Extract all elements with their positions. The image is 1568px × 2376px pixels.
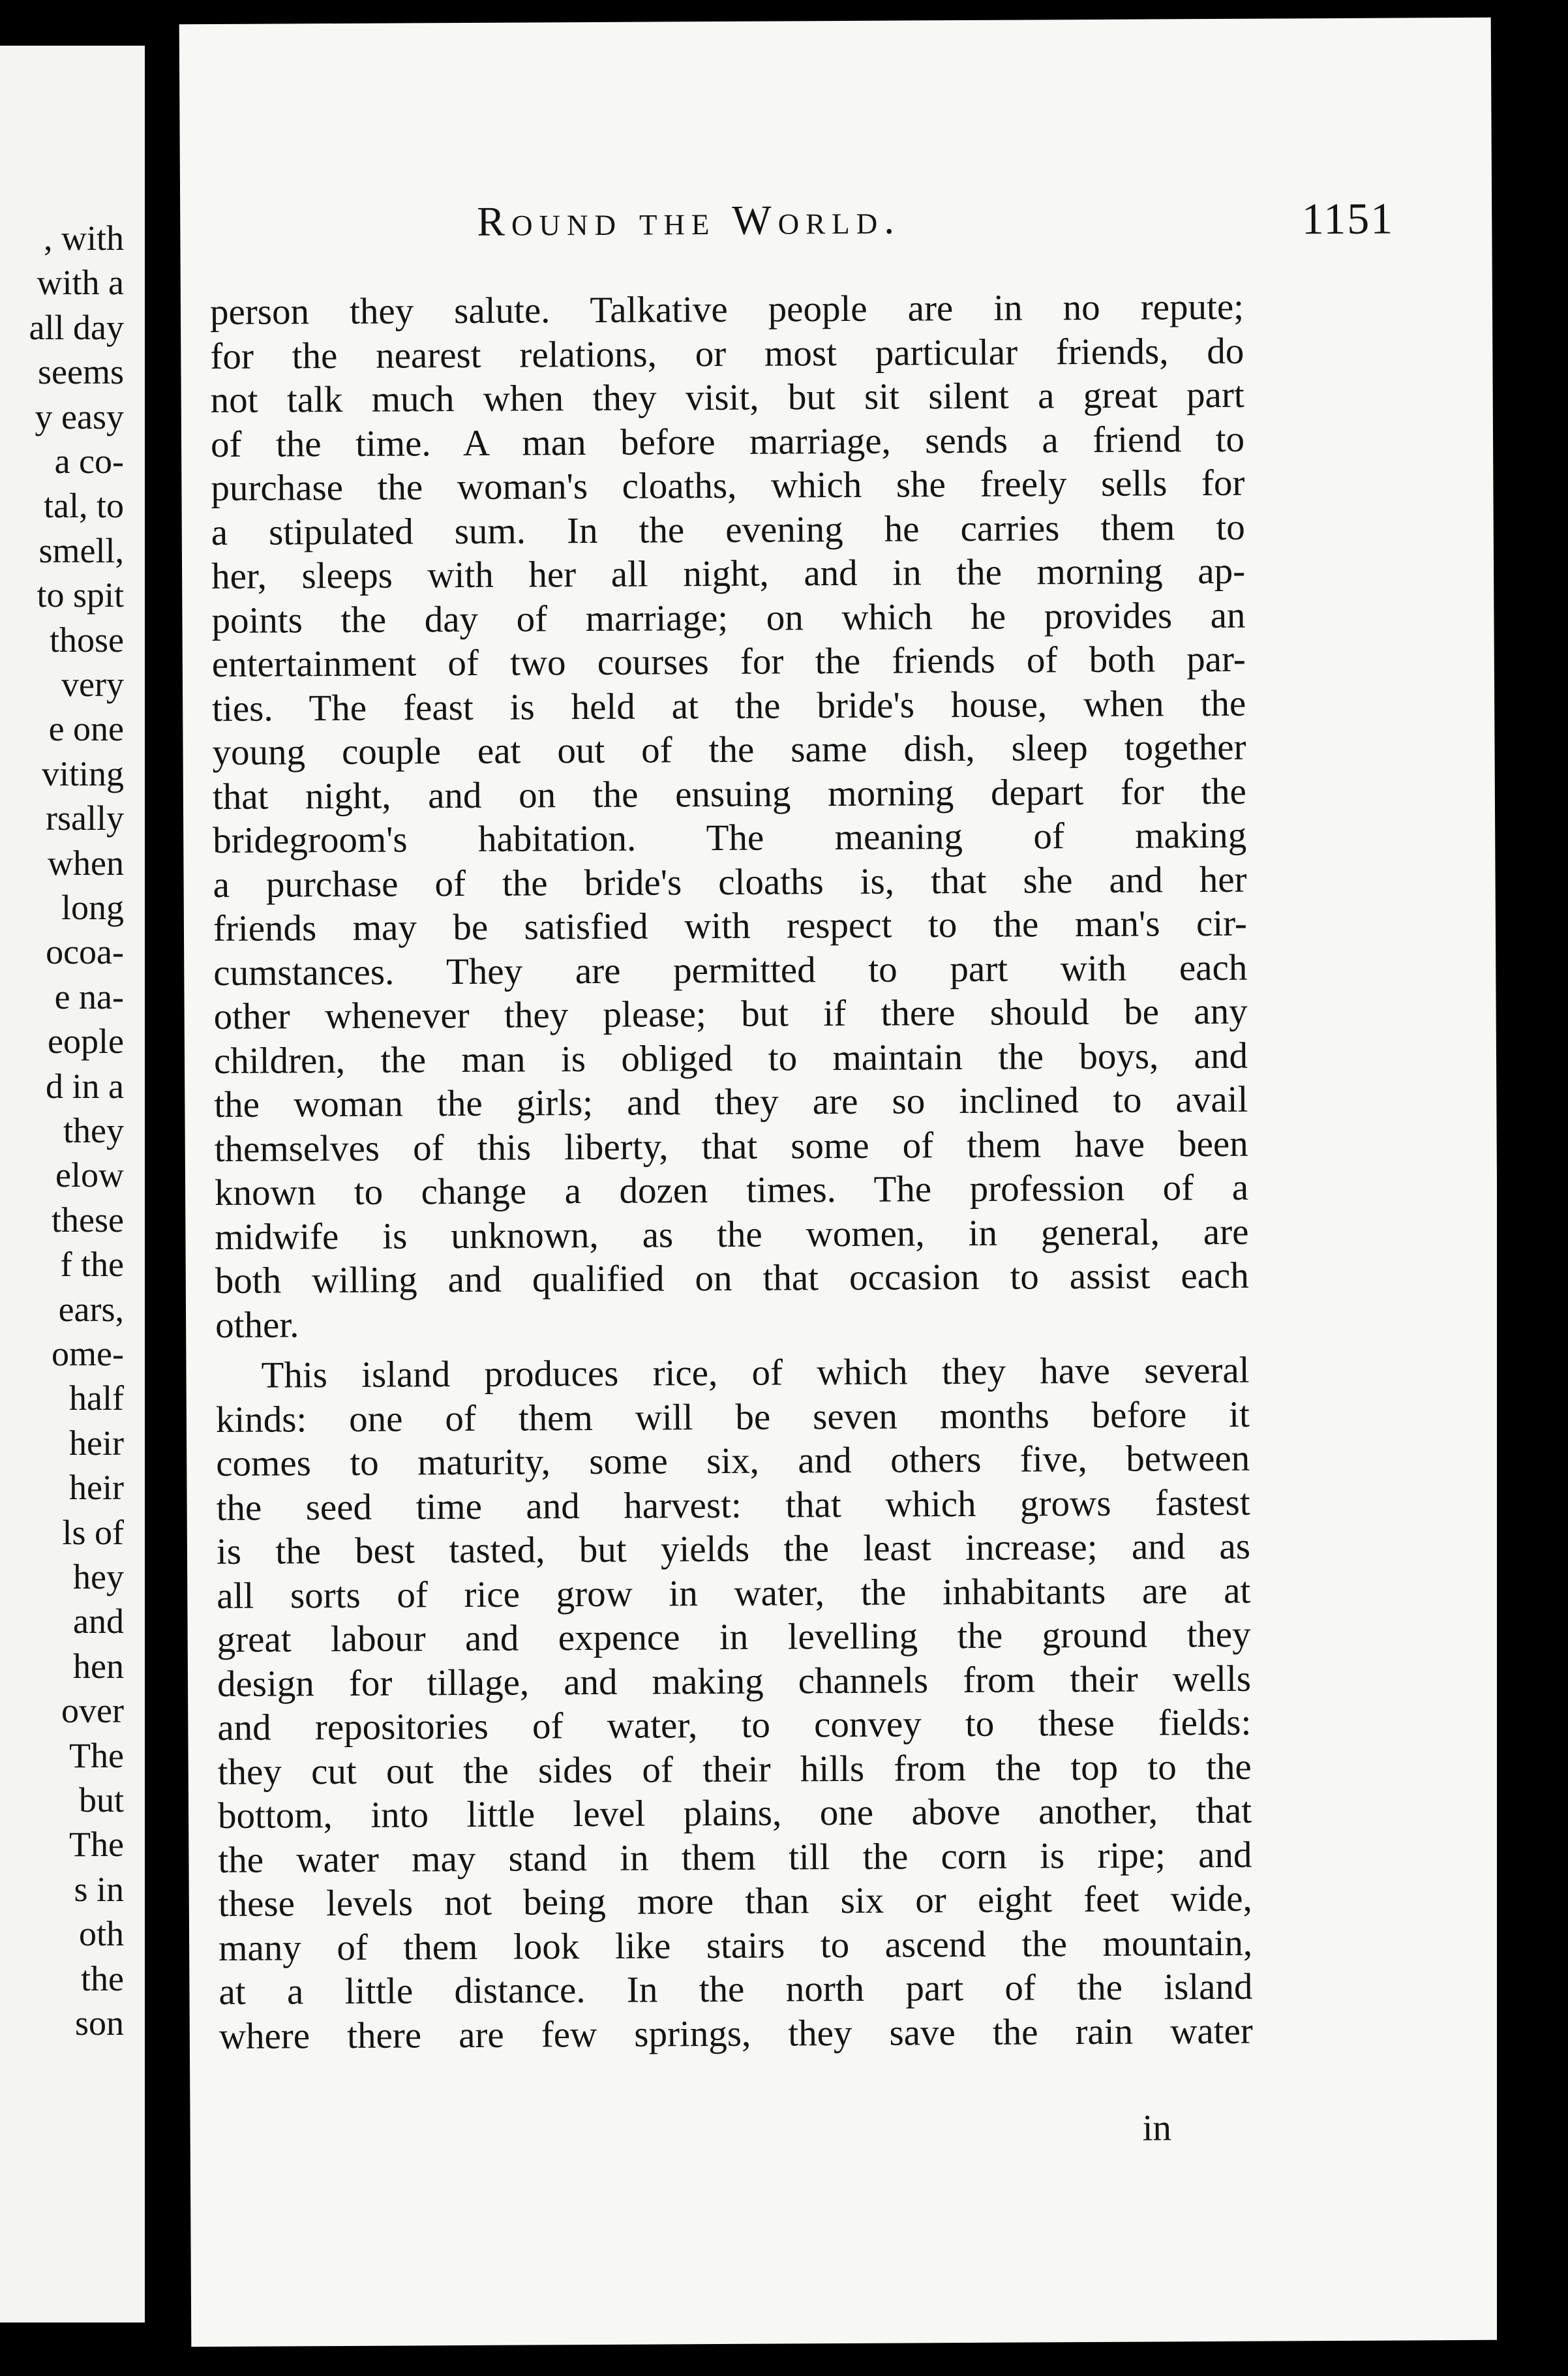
text-line: other.	[215, 1303, 299, 1346]
book-page	[179, 18, 1503, 2347]
left-page-line: oth	[78, 1914, 124, 1954]
text-line: the woman the girls; and they are so inclined to avail	[214, 1078, 1248, 1126]
left-page-line: they	[63, 1111, 124, 1150]
text-line: known to change a dozen times. The profession of a	[214, 1166, 1249, 1214]
text-line: many of them look like stairs to ascend the mountain,	[218, 1922, 1253, 1969]
left-page-line: all day	[29, 307, 124, 347]
text-line: is the best tasted, but yields the least increase; and as	[216, 1525, 1251, 1573]
left-page-line: f the	[60, 1245, 124, 1285]
text-line: ties. The feast is held at the bride's house, when the	[212, 682, 1246, 729]
left-page-line: son	[74, 2003, 124, 2043]
left-page-line: long	[61, 888, 124, 927]
text-line: bottom, into little level plains, one above another, that	[217, 1790, 1252, 1837]
left-page-line: tal, to	[44, 486, 124, 526]
left-page-line: very	[61, 665, 124, 704]
left-page-line: over	[61, 1691, 124, 1731]
catchword: in	[1142, 2107, 1172, 2149]
left-page-line: when	[48, 843, 124, 883]
text-line: of the time. A man before marriage, sends a friend to	[210, 418, 1245, 465]
text-line: kinds: one of them will be seven months before it	[215, 1394, 1250, 1440]
left-page-line: rsally	[46, 799, 124, 838]
left-page-line: viting	[41, 754, 124, 793]
text-line: bridegroom's habitation. The meaning of making	[213, 814, 1247, 862]
text-line: entertainment of two courses for the friends of both par-	[211, 638, 1246, 686]
text-line: the seed time and harvest: that which grows fastest	[216, 1482, 1250, 1529]
text-line: and repositories of water, to convey to these fields:	[217, 1701, 1252, 1749]
left-page-line: y easy	[35, 397, 124, 436]
book-gutter	[145, 0, 185, 2376]
text-line: comes to maturity, some six, and others five, between	[216, 1437, 1250, 1485]
text-line: for the nearest relations, or most particular friends, do	[210, 330, 1244, 377]
text-line: other whenever they please; but if there should be any	[213, 990, 1248, 1038]
text-line: where there are few springs, they save the rain water	[219, 2010, 1253, 2057]
text-line: her, sleeps with her all night, and in the morning ap-	[211, 550, 1246, 598]
text-line: person they salute. Talkative people are in no repute;	[209, 286, 1244, 333]
text-line: purchase the woman's cloaths, which she freely sells for	[211, 462, 1245, 510]
left-page-line: eople	[48, 1022, 124, 1061]
text-line: all sorts of rice grow in water, the inhabitants are at	[217, 1570, 1251, 1617]
text-line: the water may stand in them till the corn is ripe; and	[218, 1834, 1252, 1881]
left-page-line: seems	[38, 352, 124, 392]
text-line: they cut out the sides of their hills from the top to the	[217, 1746, 1252, 1793]
page-number: 1151	[1301, 193, 1395, 244]
left-page-line: to spit	[37, 575, 124, 615]
left-page-line: ocoa-	[46, 932, 124, 972]
left-page-line: and	[73, 1602, 124, 1641]
left-page-line: elow	[55, 1155, 124, 1195]
left-page-line: hey	[73, 1557, 124, 1596]
left-page-line: a co-	[54, 442, 124, 481]
left-page-line: ome-	[52, 1334, 124, 1373]
left-page-line: with a	[37, 263, 124, 303]
running-head	[180, 192, 1492, 252]
running-title: Round the World.	[477, 196, 901, 245]
left-page-line: The	[69, 1825, 124, 1865]
left-page-line: hen	[73, 1646, 124, 1686]
left-page-line: e na-	[54, 977, 124, 1016]
text-line: cumstances. They are permitted to part with each	[213, 947, 1248, 994]
left-page-line: d in a	[46, 1066, 124, 1106]
left-page-line: smell,	[38, 530, 124, 570]
text-line: both willing and qualified on that occasion to assist each	[215, 1255, 1249, 1302]
left-page-line: those	[50, 620, 124, 660]
left-page-line: these	[52, 1200, 124, 1240]
left-page-line: e one	[48, 709, 124, 749]
text-line: midwife is unknown, as the women, in general, are	[215, 1211, 1249, 1258]
left-page-line: s in	[74, 1869, 124, 1909]
text-line: not talk much when they visit, but sit silent a great part	[210, 374, 1244, 421]
page-edge-shadow	[1497, 0, 1568, 2376]
text-line: these levels not being more than six or eight feet wide,	[218, 1878, 1252, 1925]
text-line: This island produces rice, of which they have several	[261, 1349, 1250, 1396]
left-page-line: half	[69, 1378, 124, 1418]
text-line: children, the man is obliged to maintain the boys, and	[213, 1035, 1248, 1082]
left-page-line: ls of	[62, 1512, 124, 1552]
left-page-line: but	[78, 1780, 124, 1820]
previous-page-fragment	[0, 46, 145, 2323]
text-line: a purchase of the bride's cloaths is, that she and her	[213, 859, 1247, 906]
text-line: at a little distance. In the north part of the island	[219, 1966, 1253, 2013]
text-line: a stipulated sum. In the evening he carries them to	[211, 506, 1245, 553]
left-page-line: , with	[43, 219, 124, 258]
left-page-line: heir	[69, 1423, 124, 1463]
text-line: points the day of marriage; on which he provides an	[211, 594, 1246, 641]
left-page-line: heir	[69, 1468, 124, 1508]
left-page-line: the	[81, 1958, 124, 1998]
text-line: friends may be satisfied with respect to the man's cir-	[213, 902, 1248, 950]
left-page-line: ears,	[58, 1289, 124, 1329]
body-text	[210, 285, 1253, 2058]
text-line: that night, and on the ensuing morning depart for the	[212, 770, 1247, 817]
text-line: great labour and expence in levelling the ground they	[217, 1613, 1251, 1661]
left-page-line: The	[69, 1735, 124, 1775]
text-line: young couple eat out of the same dish, sleep together	[212, 726, 1246, 774]
text-line: themselves of this liberty, that some of them have been	[214, 1123, 1248, 1170]
text-line: design for tillage, and making channels from their wells	[217, 1658, 1252, 1705]
